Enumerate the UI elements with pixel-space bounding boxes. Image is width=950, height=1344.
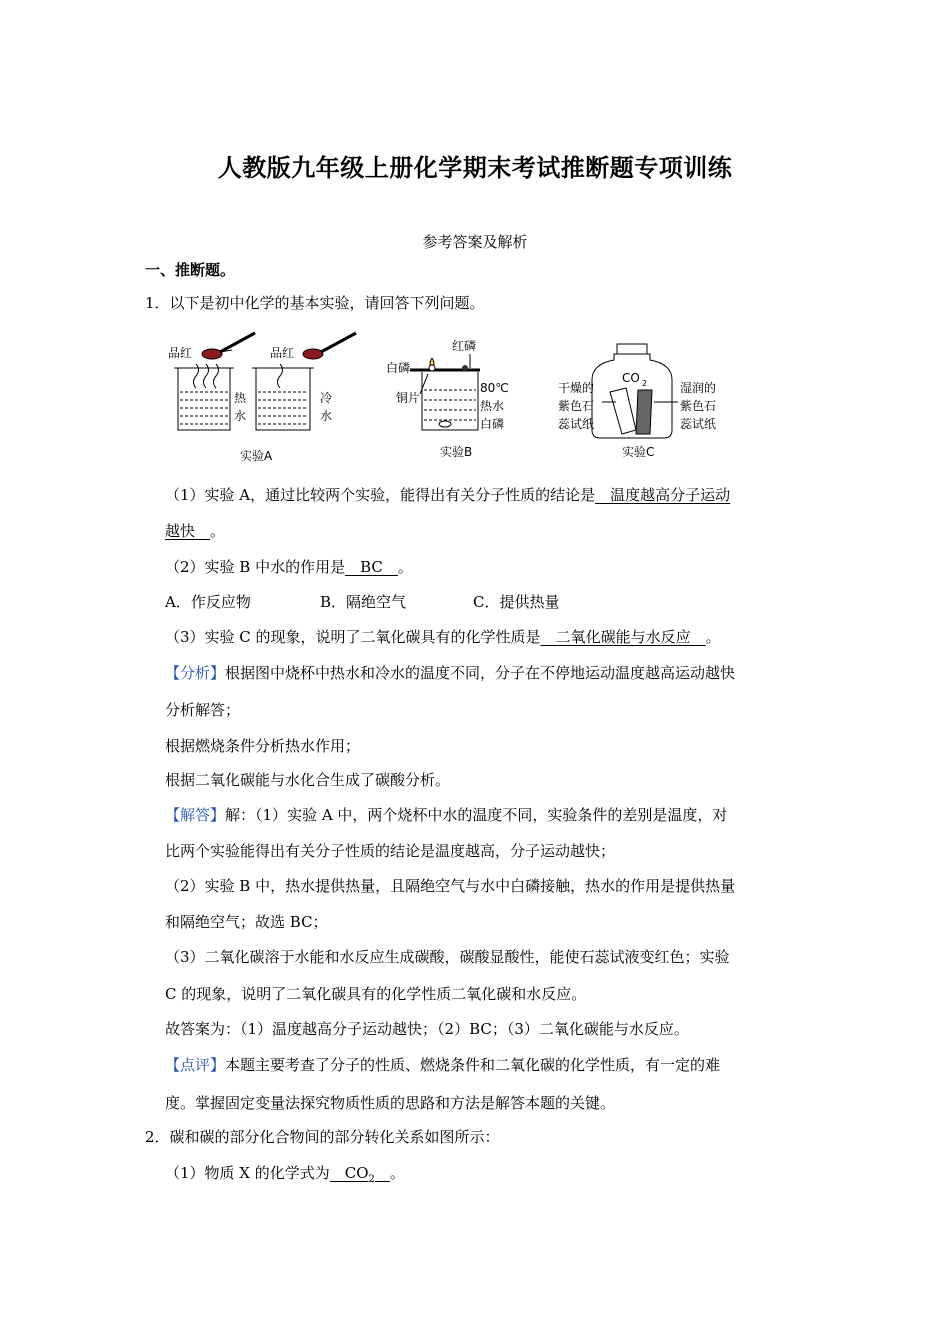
q1-analysis-1: 【分析】根据图中烧杯中热水和冷水的温度不同，分子在不停地运动温度越高运动越快 [165, 664, 736, 682]
q1-analysis-4: 根据二氧化碳能与水化合生成了碳酸分析。 [165, 771, 451, 789]
q1-comment-1: 【点评】本题主要考查了分子的性质、燃烧条件和二氧化碳的化学性质，有一定的难 [165, 1056, 721, 1074]
tongpian-label: 铜片 [396, 391, 421, 405]
q2-stem: 2．碳和碳的部分化合物间的部分转化关系如图所示： [145, 1128, 500, 1146]
pinhong-label-1: 品红 [168, 346, 193, 360]
answer-tag: 【解答】 [165, 806, 226, 824]
shui-label-1: 水 [234, 409, 247, 423]
experiment-b [386, 338, 509, 459]
dry-label-3: 蕊试纸 [558, 417, 595, 431]
q1-analysis-3: 根据燃烧条件分析热水作用； [165, 737, 361, 755]
q1-option-a: A．作反应物 [165, 593, 251, 611]
page-subtitle: 参考答案及解析 [422, 233, 528, 251]
q1-answer-3: （2）实验 B 中，热水提供热量，且隔绝空气与水中白磷接触，热水的作用是提供热量 [165, 877, 736, 895]
q1-answer-4: 和隔绝空气；故选 BC； [165, 913, 328, 931]
comment-tag: 【点评】 [165, 1056, 226, 1074]
wet-label-3: 蕊试纸 [680, 417, 717, 431]
q1-answer-6: C 的现象，说明了二氧化碳具有的化学性质二氧化碳和水反应。 [165, 985, 587, 1003]
q1-part2-answer: __BC__ [345, 558, 398, 576]
reshui-label: 热水 [480, 399, 505, 413]
dry-label-2: 紫色石 [558, 399, 595, 413]
experiment-a [168, 333, 356, 463]
pinhong-label-2: 品红 [270, 346, 295, 360]
bailin-label: 白磷 [386, 361, 411, 375]
q1-experiment-figure [160, 330, 760, 465]
analysis-tag: 【分析】 [165, 664, 226, 682]
q1-part1-answer-b: 越快__ [165, 522, 211, 540]
dry-label-1: 干燥的 [558, 381, 595, 395]
q1-answer-1: 【解答】解：（1）实验 A 中，两个烧杯中水的温度不同，实验条件的差别是温度，对 [165, 806, 728, 824]
page-title: 人教版九年级上册化学期末考试推断题专项训练 [217, 154, 733, 182]
experiment-c-label: 实验C [622, 445, 655, 459]
q1-comment-2: 度。掌握固定变量法探究物质性质的思路和方法是解答本题的关键。 [165, 1094, 616, 1112]
experiment-b-label: 实验B [440, 445, 473, 459]
q1-answer-5: （3）二氧化碳溶于水能和水反应生成碳酸，碳酸显酸性，能使石蕊试液变红色；实验 [165, 948, 730, 966]
q1-part1-cont: 越快__。 [165, 522, 226, 540]
q1-analysis-2: 分析解答； [165, 701, 241, 719]
experiment-c [558, 344, 716, 459]
honglin-label: 红磷 [452, 339, 477, 353]
q1-option-c: C．提供热量 [473, 593, 560, 611]
q2-part1: （1）物质 X 的化学式为$\_\_CO_2\_\_$。 [165, 1164, 405, 1185]
temp-label: 80℃ [480, 381, 509, 395]
q1-answer-7: 故答案为：（1）温度越高分子运动越快；（2）BC；（3）二氧化碳能与水反应。 [165, 1020, 689, 1038]
q1-part3: （3）实验 C 的现象，说明了二氧化碳具有的化学性质是__二氧化碳能与水反应__。 [165, 628, 721, 646]
co2-label: CO [622, 371, 640, 385]
re-label: 热 [234, 391, 247, 405]
q1-answer-2: 比两个实验能得出有关分子性质的结论是温度越高，分子运动越快； [165, 842, 616, 860]
experiment-a-label: 实验A [240, 449, 273, 463]
leng-label: 冷 [320, 391, 333, 405]
wet-label-2: 紫色石 [680, 399, 717, 413]
q1-part1: （1）实验 A，通过比较两个实验，能得出有关分子性质的结论是__温度越高分子运动 [165, 486, 731, 504]
co2-subscript: 2 [642, 379, 648, 388]
section-heading: 一、推断题。 [145, 261, 236, 279]
bailin-water-label: 白磷 [480, 417, 505, 431]
q2-part1-answer: $\_\_CO_2\_\_$ [329, 1164, 390, 1185]
q1-part1-answer-a: __温度越高分子运动 [595, 486, 731, 504]
q1-stem: 1．以下是初中化学的基本实验，请回答下列问题。 [145, 294, 485, 312]
shui-label-2: 水 [320, 409, 333, 423]
q1-part2: （2）实验 B 中水的作用是__BC__。 [165, 558, 413, 576]
wet-label-1: 湿润的 [680, 381, 717, 395]
q1-option-b: B．隔绝空气 [320, 593, 407, 611]
q1-part3-answer: __二氧化碳能与水反应__ [540, 628, 706, 646]
